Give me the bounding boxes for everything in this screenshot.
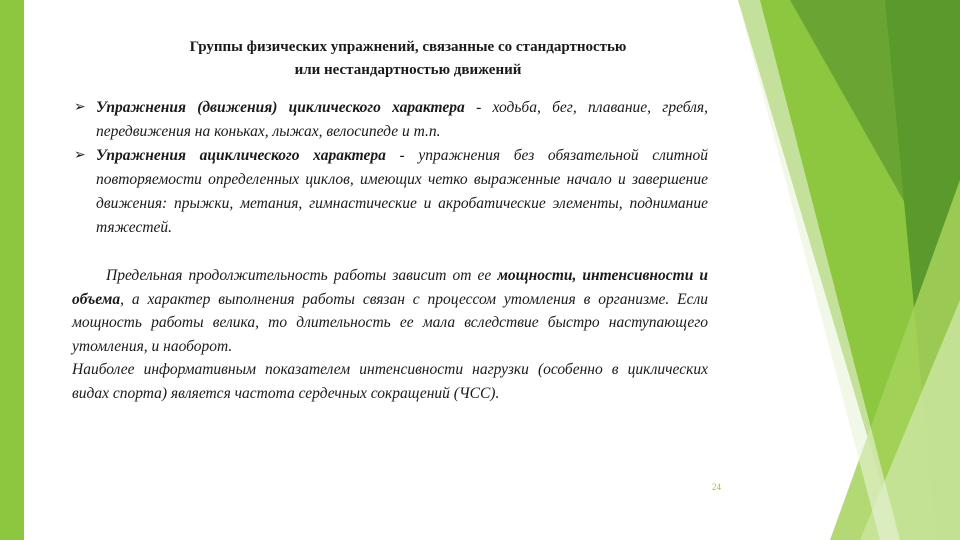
paragraph-duration: Предельная продолжительность работы зависит от ее мощности, интенсивности и объема, а характер выполнения работы связан с процессом утомления в организме. Если мощность работы велика, то длительность ее мала вследствие быстро наступающего утомления, и наоборот. (72, 267, 709, 355)
page-number: 24 (712, 482, 721, 492)
title-line-2: или нестандартностью движений (294, 62, 522, 78)
bullet-text: - ходьба, бег, плавание, гребля, передвижения на коньках, лыжах, велосипеде и т.п. (96, 99, 709, 140)
title-line-1: Группы физических упражнений, связанные со стандартностью (189, 39, 627, 55)
arrow-bullet-icon: ➢ (74, 148, 86, 163)
bullet-term: Упражнения (движения) циклического характера (96, 99, 465, 116)
bullet-list (72, 96, 708, 240)
bullet-cyclic (72, 96, 708, 144)
bullet-term: Упражнения ациклического характера (96, 147, 386, 164)
slide-title (70, 36, 746, 82)
emphasis-power-intensity-volume: мощности, интенсивности и объема (72, 267, 709, 308)
bullet-acyclic (72, 144, 708, 240)
body-text (72, 264, 708, 405)
arrow-bullet-icon: ➢ (74, 100, 86, 115)
bullet-text: - упражнения без обязательной слитной повторяемости определенных циклов, имеющих четко выраженные начало и завершение движения: прыжки, метания, гимнастические и акробатические элементы, поднимание тяжестей. (96, 147, 708, 236)
paragraph-heart-rate: Наиболее информативным показателем интенсивности нагрузки (особенно в циклических видах спорта) является частота сердечных сокращений (ЧСС). (72, 361, 708, 402)
